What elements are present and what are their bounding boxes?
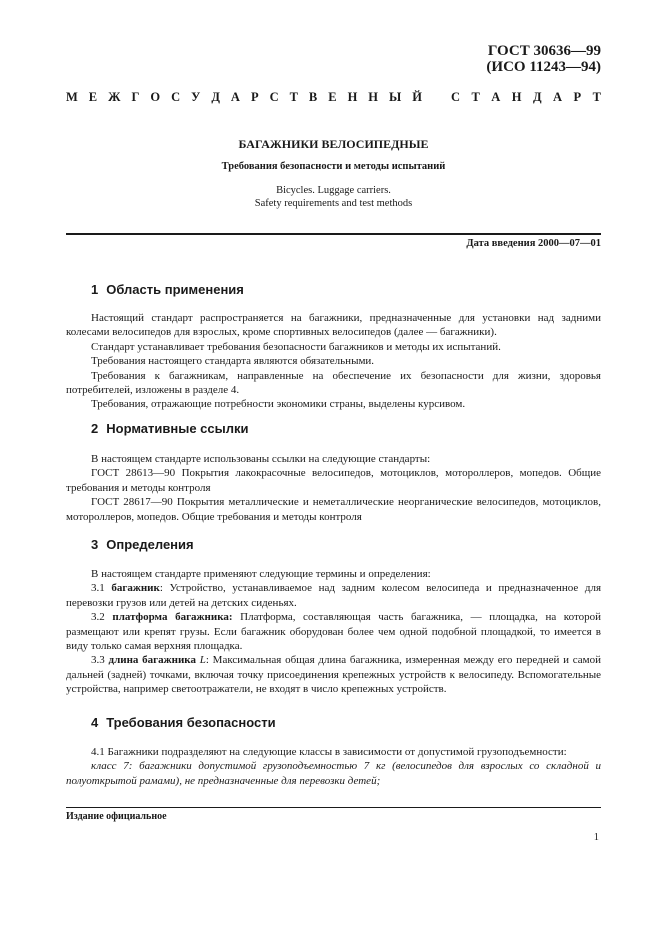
banner-letter: А [491,90,501,104]
definition-term: платформа багажника: [112,611,233,624]
banner-letter: В [308,90,318,104]
section-2-heading [91,421,248,436]
definition-3-3 [66,653,601,696]
definition-term: длина багажника [108,654,196,667]
banner-letter: О [150,90,161,104]
definition-term: багажник [111,582,160,595]
interstate-standard-banner [66,90,601,105]
banner-letter: М [66,90,78,104]
paragraph: В настоящем стандарте использованы ссылки на следующие стандарты: [91,453,431,465]
definition-text: : Максимальная общая длина багажника, измеренная между его передней и самой дальней (задней) точками, включая точку присоединения крепежных устройств к велосипеду. Вспомогательные устройства, например светоотражатели, не входят в число крепежных устройств. [66,654,601,696]
section-1-heading [91,282,244,297]
section-4-heading [91,715,276,730]
definition-text: Платформа, составляющая часть багажника, — площадка, на которой размещают или крепят грузы. Если багажник оборудован более чем одной подобной площадкой, то имеется в виду только самая верхняя площадка. [66,611,601,653]
section-number: 1 [91,282,99,297]
banner-letter: Д [532,90,542,104]
section-number: 4 [91,715,99,730]
definition-number: 3.3 [91,654,105,667]
banner-letter: А [553,90,563,104]
banner-letter: У [191,90,201,104]
page-number: 1 [593,832,599,843]
section-title: Требования безопасности [106,715,276,730]
section-title: Нормативные ссылки [106,421,249,436]
banner-letter: Н [368,90,379,104]
class-7-item: класс 7: багажники допустимой грузоподъемностью 7 кг (велосипедов для взрослых со складной и полуоткрытой рамами), не предназначенные для перевозки детей; [66,760,601,787]
document-title: БАГАЖНИКИ ВЕЛОСИПЕДНЫЕ [238,137,429,151]
header-divider [66,233,601,235]
section-2-body [66,452,601,524]
banner-letter: Й [412,90,422,104]
reference-item: ГОСТ 28613—90 Покрытия лакокрасочные велосипедов, мотоциклов, мотороллеров, мопедов. Общие требования и методы контроля [66,467,601,494]
section-number: 3 [91,537,99,552]
standard-code [486,43,601,75]
reference-item: ГОСТ 28617—90 Покрытия металлические и неметаллические неорганические велосипедов, мотоциклов, мотороллеров, мопедов. Общие требования и методы контроля [66,496,601,523]
definition-number: 3.2 [91,611,105,624]
banner-letter: Ж [108,90,121,104]
official-edition-label: Издание официальное [66,811,167,822]
banner-letter: Ы [389,90,402,104]
banner-letter: Е [88,90,98,104]
banner-word-interstate [66,90,422,105]
banner-letter: Т [289,90,298,104]
definition-number: 3.1 [91,582,105,595]
definition-3-2 [66,610,601,653]
section-4-body [66,745,601,788]
document-subtitle: Требования безопасности и методы испытаний [221,161,446,172]
footer-divider [66,807,601,808]
standard-code-iso: (ИСО 11243—94) [486,59,601,75]
section-title: Область применения [106,282,244,297]
paragraph: Требования к багажникам, направленные на обеспечение их безопасности для жизни, здоровья потребителей, изложены в разделе 4. [66,369,601,397]
banner-letter: Г [131,90,140,104]
banner-letter: Д [211,90,220,104]
definition-3-1 [66,581,601,610]
banner-letter: С [171,90,181,104]
standard-code-gost: ГОСТ 30636—99 [487,43,601,59]
paragraph: Требования настоящего стандарта являются обязательными. [91,355,375,368]
section-3-heading [91,537,194,552]
banner-letter: Н [511,90,522,104]
paragraph: В настоящем стандарте применяют следующие термины и определения: [91,568,431,580]
section-1-body [66,311,601,412]
definition-symbol: L [195,654,206,667]
banner-letter: А [230,90,240,104]
banner-letter: Р [573,90,582,104]
banner-letter: Е [328,90,337,104]
banner-letter: Т [471,90,480,104]
paragraph: Стандарт устанавливает требования безопасности багажников и методы их испытаний. [91,340,501,353]
section-number: 2 [91,421,99,436]
english-title [66,184,601,210]
banner-letter: Т [592,90,601,104]
paragraph: Требования, отражающие потребности экономики страны, выделены курсивом. [91,398,466,411]
banner-letter: С [269,90,279,104]
paragraph: 4.1 Багажники подразделяют на следующие классы в зависимости от допустимой грузоподъемности: [91,746,567,758]
section-title: Определения [106,537,194,552]
banner-word-standard [451,90,601,105]
english-title-line2: Safety requirements and test methods [254,198,413,209]
effective-date: Дата введения 2000—07—01 [466,238,601,249]
banner-letter: Н [347,90,358,104]
banner-letter: С [451,90,461,104]
definition-text: : Устройство, устанавливаемое над задним колесом велосипеда и предназначенное для перевозки грузов или детей на детских сиденьях. [66,582,602,609]
banner-letter: Р [250,90,259,104]
section-3-body [66,567,602,697]
english-title-line1: Bicycles. Luggage carriers. [276,185,391,196]
paragraph: Настоящий стандарт распространяется на багажники, предназначенные для установки над задними колесами велосипедов для взрослых, кроме спортивных велосипедов (далее — багажники). [66,312,601,339]
